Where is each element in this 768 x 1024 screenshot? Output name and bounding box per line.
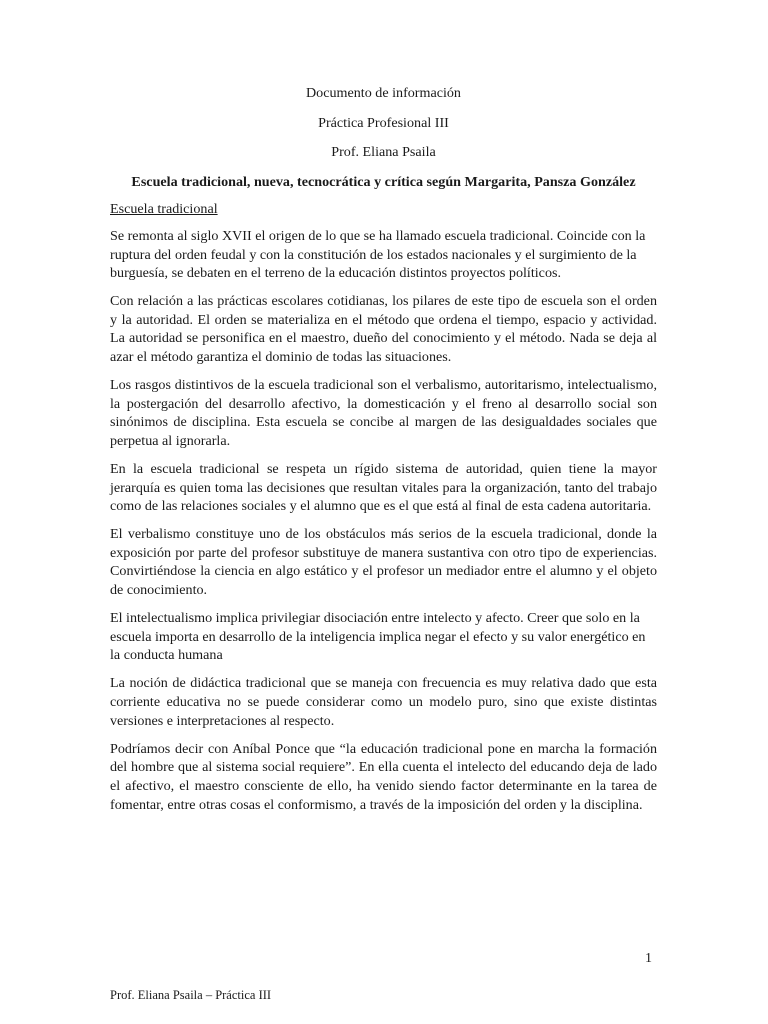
teacher-line: Prof. Eliana Psaila — [331, 144, 436, 161]
paragraph-verbalism: El verbalismo constituye uno de los obstáculos más serios de la escuela tradicional, donde la exposición por parte del profesor substituye de manera sustantiva con otro tipo de experiencias. Convirtiéndose la ciencia en algo estático y el profesor un mediador entre el alumno y el objeto de conocimiento. — [110, 526, 657, 599]
page-number: 1 — [645, 951, 652, 966]
paragraph-didactics: La noción de didáctica tradicional que se maneja con frecuencia es muy relativa dado que esta corriente educativa no se puede considerar como un modelo puro, sino que existe distintas versiones e interpretaciones al respecto. — [110, 675, 657, 729]
paragraph-intellectualism: El intelectualismo implica privilegiar disociación entre intelecto y afecto. Creer que solo en la escuela importa en desarrollo de la inteligencia implica negar el efecto y su valor energético en la conducta humana — [110, 610, 646, 664]
course-line: Práctica Profesional III — [318, 114, 449, 131]
document-body — [110, 84, 657, 824]
paragraph-ponce: Podríamos decir con Aníbal Ponce que “la educación tradicional pone en marcha la formación del hombre que al sistema social requiere”. En ella cuenta el intelecto del educando deja de lado el afectivo, el maestro consciente de ello, ha venido siendo factor determinante en la tarea de fomentar, entre otras cosas el conformismo, a través de la imposición del orden y la disciplina. — [110, 740, 657, 813]
document-title: Escuela tradicional, nueva, tecnocrática y crítica según Margarita, Pansza González — [131, 173, 636, 190]
section-heading: Escuela tradicional — [110, 201, 218, 218]
paragraph-practices: Con relación a las prácticas escolares cotidianas, los pilares de este tipo de escuela son el orden y la autoridad. El orden se materializa en el método que ordena el tiempo, espacio y actividad. La autoridad se personifica en el maestro, dueño del conocimiento y el método. Nada se deja al azar el método garantiza el dominio de todas las situaciones. — [110, 293, 657, 366]
document-type-line: Documento de información — [306, 85, 461, 101]
paragraph-origin: Se remonta al siglo XVII el origen de lo que se ha llamado escuela tradicional. Coincide con la ruptura del orden feudal y con la constitución de los estados nacionales y el surgimiento de la burguesía, se debaten en el terreno de la educación distintos proyectos políticos. — [110, 227, 646, 282]
page-footer: Prof. Eliana Psaila – Práctica III — [110, 988, 272, 1002]
paragraph-traits: Los rasgos distintivos de la escuela tradicional son el verbalismo, autoritarismo, intelectualismo, la postergación del desarrollo afectivo, la domesticación y el freno al desarrollo social son sinónimos de disciplina. Esta escuela se concibe al margen de las desigualdades sociales que perpetua al ignorarla. — [110, 377, 657, 449]
paragraph-authority: En la escuela tradicional se respeta un rígido sistema de autoridad, quien tiene la mayor jerarquía es quien toma las decisiones que resultan vitales para la organización, tanto del trabajo como de las relaciones sociales y el alumno que es el que está al final de esta cadena autoritaria. — [110, 461, 657, 515]
